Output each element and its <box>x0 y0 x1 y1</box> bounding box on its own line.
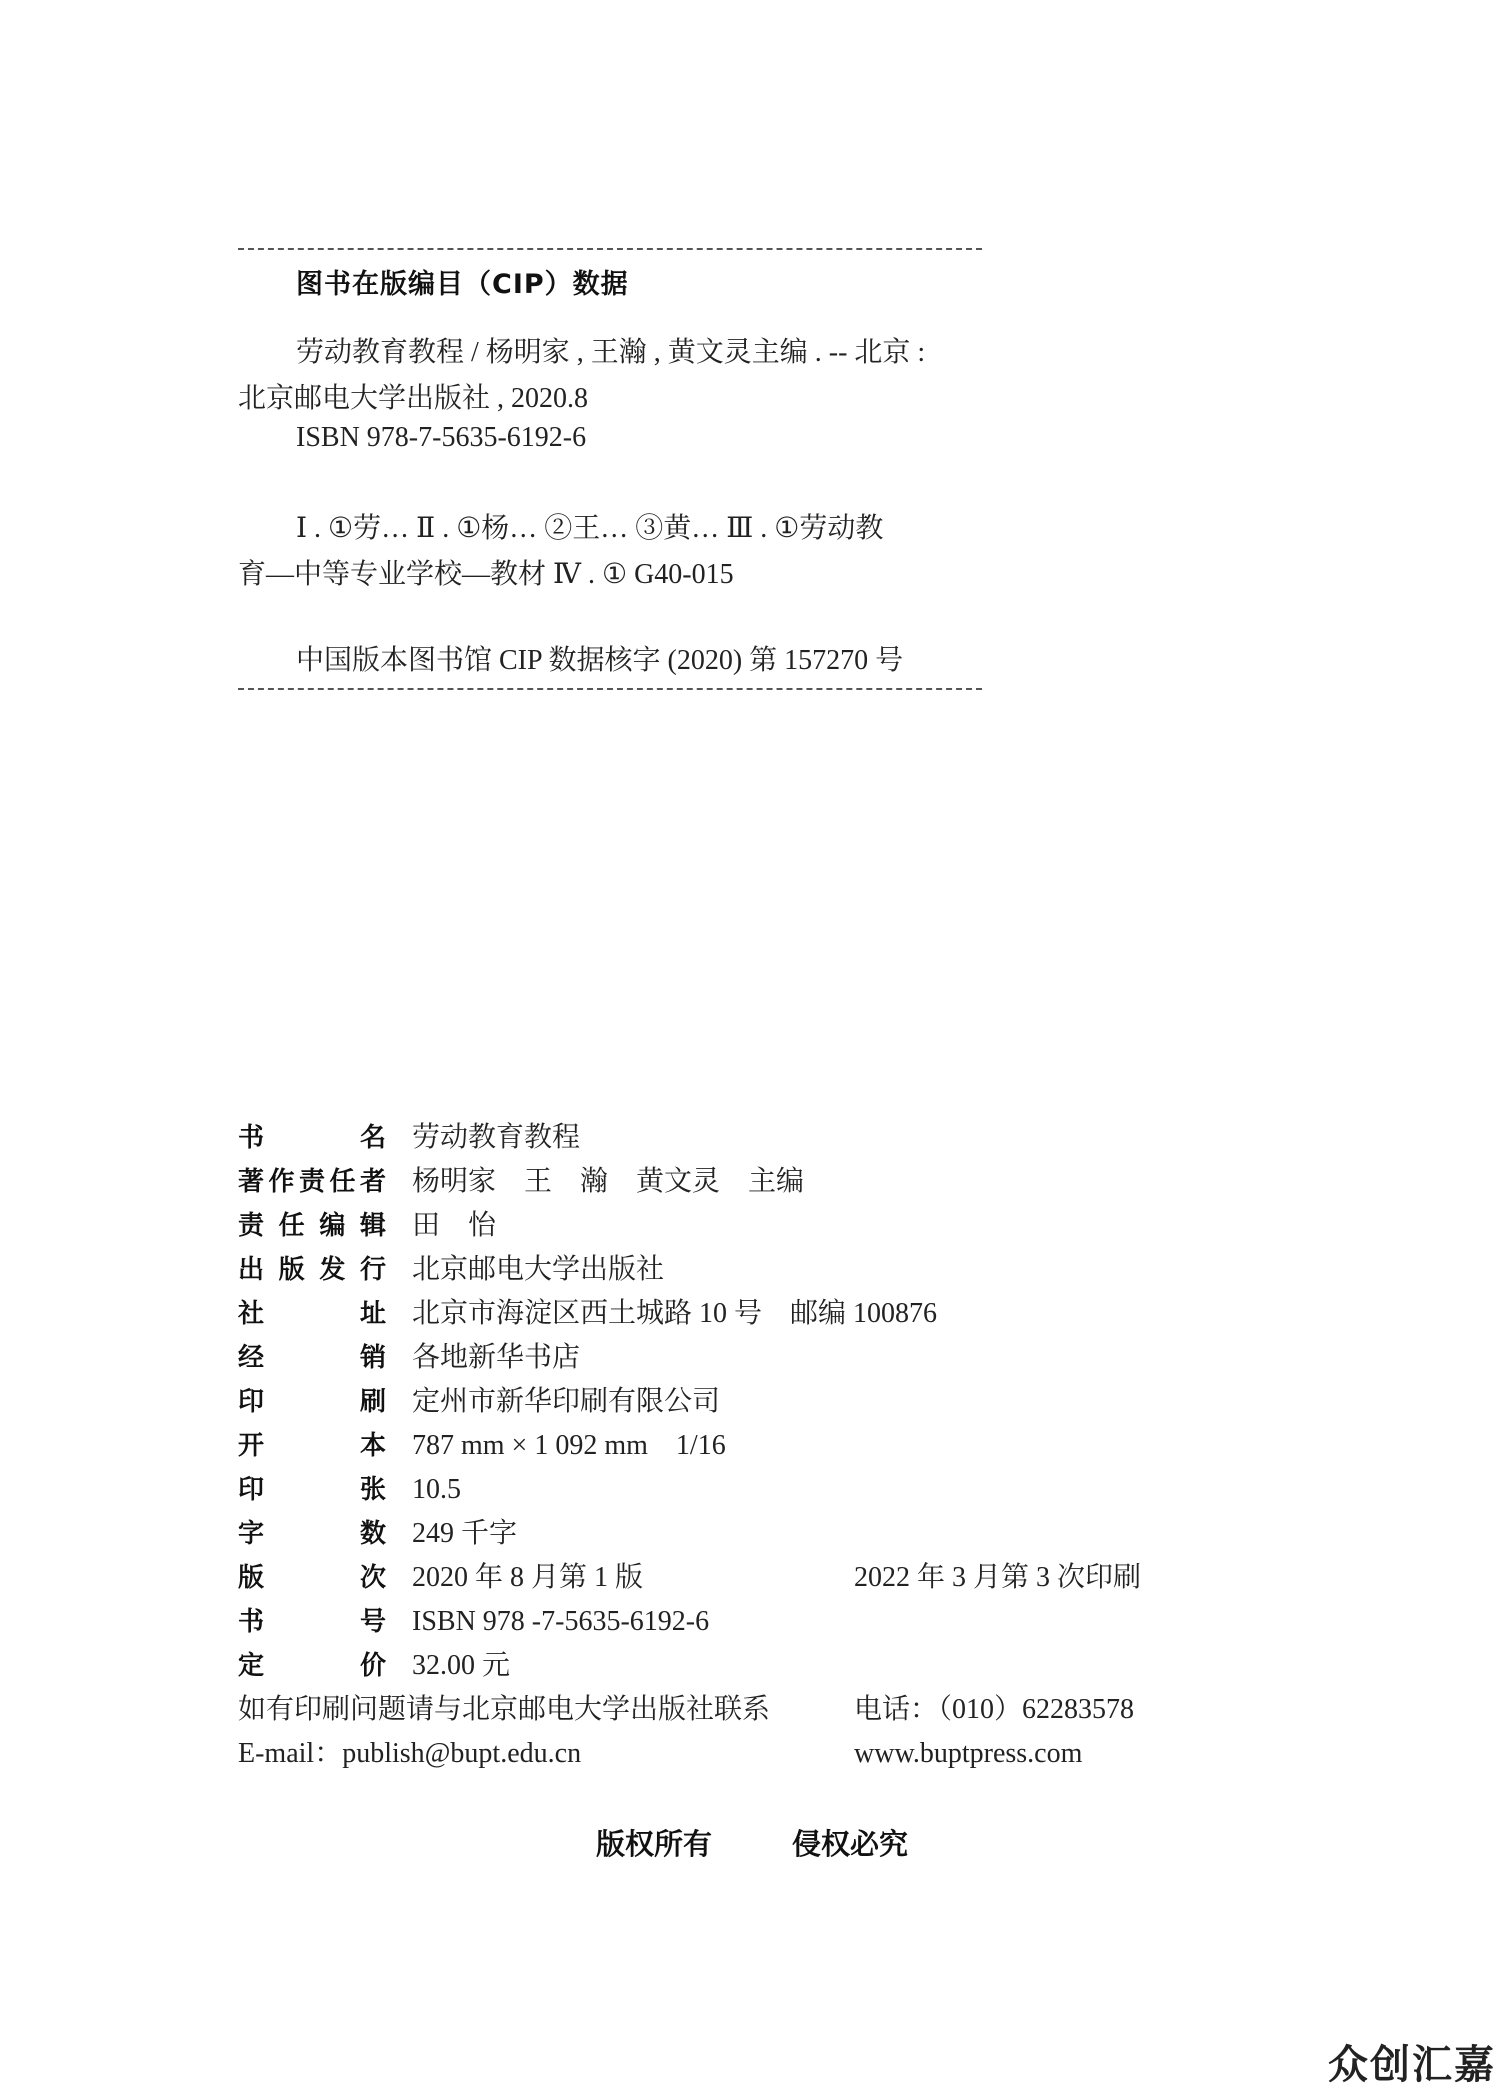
info-row <box>238 1600 1188 1644</box>
watermark-logo: 众创汇嘉 <box>1328 2042 1496 2088</box>
info-label <box>238 1556 386 1600</box>
cip-line-2: 北京邮电大学出版社 , 2020.8 <box>238 383 589 414</box>
cip-line-1: 劳动教育教程 / 杨明家 , 王瀚 , 黄文灵主编 . -- 北京 : <box>296 337 926 368</box>
info-label-char: 址 <box>359 1299 386 1329</box>
info-value: 10.5 <box>412 1474 461 1505</box>
info-label-char: 号 <box>359 1607 386 1637</box>
cip-bottom-divider <box>238 688 982 690</box>
info-label-char: 刷 <box>359 1387 386 1417</box>
info-label <box>238 1468 386 1512</box>
cip-classification-2: 育—中等专业学校—教材 Ⅳ . ① G40-015 <box>238 559 734 590</box>
info-label-char: 书 <box>238 1123 265 1153</box>
copyright-notice <box>0 1822 1504 1863</box>
publisher-website: www.buptpress.com <box>854 1738 1083 1769</box>
info-row <box>238 1160 1188 1204</box>
info-label-char: 责 <box>238 1211 265 1241</box>
cip-title: 图书在版编目（CIP）数据 <box>296 269 629 300</box>
info-label <box>238 1380 386 1424</box>
info-value: 北京邮电大学出版社 <box>412 1254 665 1285</box>
print-issue-notice: 如有印刷问题请与北京邮电大学出版社联系 <box>238 1694 771 1725</box>
info-label <box>238 1116 386 1160</box>
info-value: 定州市新华印刷有限公司 <box>412 1386 721 1417</box>
info-label-char: 出 <box>238 1255 265 1285</box>
info-label-char: 版 <box>278 1255 305 1285</box>
info-label-char: 社 <box>238 1299 265 1329</box>
copyright-left: 版权所有 <box>595 1827 712 1861</box>
info-value: 杨明家 王 瀚 黄文灵 主编 <box>412 1166 805 1197</box>
info-row <box>238 1468 1188 1512</box>
cip-top-divider <box>238 248 982 250</box>
info-label-char: 发 <box>319 1255 346 1285</box>
info-value-secondary: 2022 年 3 月第 3 次印刷 <box>854 1562 1142 1593</box>
info-label-char: 作 <box>268 1167 295 1197</box>
publication-info <box>238 1116 1188 1776</box>
info-row <box>238 1292 1188 1336</box>
info-row <box>238 1336 1188 1380</box>
info-label-char: 本 <box>359 1431 386 1461</box>
info-label-char: 印 <box>238 1387 265 1417</box>
info-label-char: 者 <box>359 1167 386 1197</box>
info-row <box>238 1116 1188 1160</box>
info-label-char: 任 <box>329 1167 356 1197</box>
publisher-email: E-mail：publish@bupt.edu.cn <box>238 1738 582 1769</box>
cip-record-number: 中国版本图书馆 CIP 数据核字 (2020) 第 157270 号 <box>296 645 904 676</box>
info-value: 787 mm × 1 092 mm 1/16 <box>412 1430 726 1461</box>
info-label <box>238 1336 386 1380</box>
info-row <box>238 1556 1188 1600</box>
info-label-char: 价 <box>359 1651 386 1681</box>
info-label-char: 任 <box>278 1211 305 1241</box>
info-label-char: 名 <box>359 1123 386 1153</box>
info-label <box>238 1424 386 1468</box>
info-label <box>238 1204 386 1248</box>
info-value: 各地新华书店 <box>412 1342 581 1373</box>
copyright-right: 侵权必究 <box>792 1827 909 1861</box>
info-label-char: 张 <box>359 1475 386 1505</box>
info-label-char: 开 <box>238 1431 265 1461</box>
cip-classification-1: Ⅰ . ①劳… Ⅱ . ①杨… ②王… ③黄… Ⅲ . ①劳动教 <box>296 513 884 544</box>
info-label-char: 行 <box>359 1255 386 1285</box>
info-label-char: 版 <box>238 1563 265 1593</box>
contact-row-1 <box>238 1688 1188 1732</box>
info-label <box>238 1512 386 1556</box>
info-value: ISBN 978 -7-5635-6192-6 <box>412 1606 710 1637</box>
info-label <box>238 1292 386 1336</box>
info-label <box>238 1160 386 1204</box>
info-label <box>238 1248 386 1292</box>
info-value: 32.00 元 <box>412 1650 511 1681</box>
info-label-char: 著 <box>238 1167 265 1197</box>
info-value: 田 怡 <box>412 1210 497 1241</box>
info-label <box>238 1644 386 1688</box>
info-label-char: 定 <box>238 1651 265 1681</box>
publisher-phone: 电话：（010）62283578 <box>854 1694 1135 1725</box>
info-label-char: 销 <box>359 1343 386 1373</box>
info-row <box>238 1204 1188 1248</box>
info-value: 249 千字 <box>412 1518 518 1549</box>
info-label-char: 责 <box>298 1167 325 1197</box>
info-value: 劳动教育教程 <box>412 1122 581 1153</box>
info-label-char: 经 <box>238 1343 265 1373</box>
info-value: 北京市海淀区西土城路 10 号 邮编 100876 <box>412 1298 938 1329</box>
info-label <box>238 1600 386 1644</box>
info-label-char: 次 <box>359 1563 386 1593</box>
contact-row-2 <box>238 1732 1188 1776</box>
info-row <box>238 1512 1188 1556</box>
info-row <box>238 1248 1188 1292</box>
cip-isbn: ISBN 978-7-5635-6192-6 <box>296 422 587 453</box>
info-label-char: 数 <box>359 1519 386 1549</box>
info-label-char: 编 <box>319 1211 346 1241</box>
info-row <box>238 1644 1188 1688</box>
info-label-char: 辑 <box>359 1211 386 1241</box>
info-row <box>238 1424 1188 1468</box>
info-row <box>238 1380 1188 1424</box>
info-label-char: 书 <box>238 1607 265 1637</box>
info-label-char: 印 <box>238 1475 265 1505</box>
info-value: 2020 年 8 月第 1 版 <box>412 1562 644 1593</box>
info-label-char: 字 <box>238 1519 265 1549</box>
